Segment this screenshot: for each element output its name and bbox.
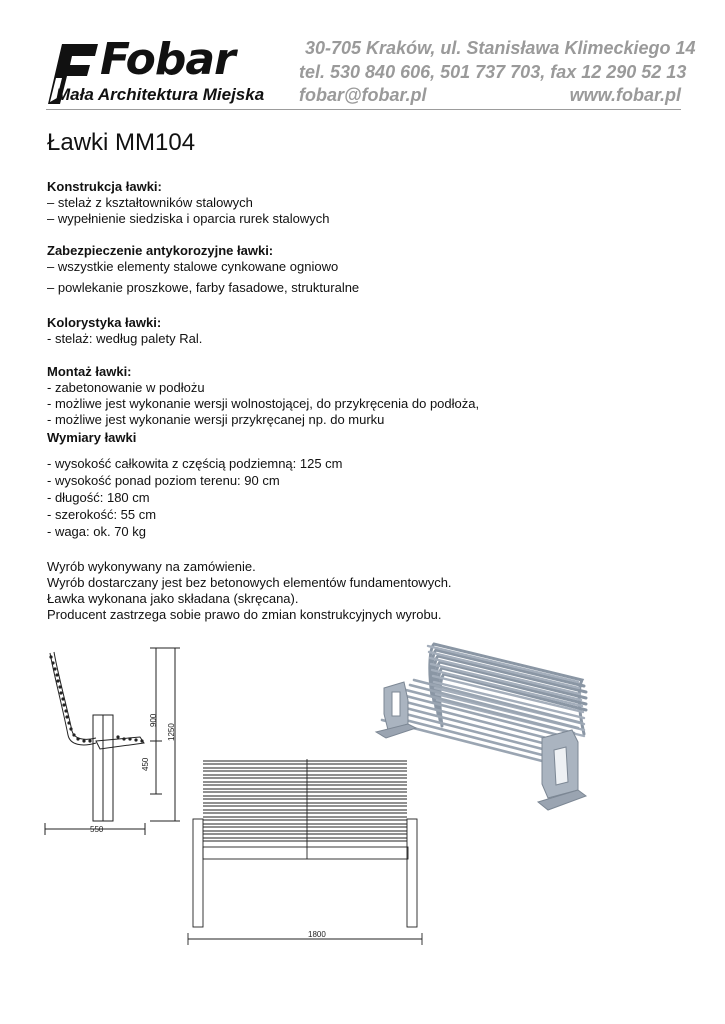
- list-item: - szerokość: 55 cm: [47, 507, 157, 522]
- website-link[interactable]: www.fobar.pl: [569, 85, 681, 105]
- note-line: Producent zastrzega sobie prawo do zmian konstrukcyjnych wyrobu.: [47, 607, 442, 622]
- list-item: - waga: ok. 70 kg: [47, 524, 146, 539]
- list-item: - wysokość całkowita z częścią podziemną: 125 cm: [47, 456, 343, 471]
- side-view-drawing: [40, 645, 195, 845]
- section-heading: Kolorystyka ławki:: [47, 315, 162, 330]
- list-item: – powlekanie proszkowe, farby fasadowe, strukturalne: [47, 280, 360, 295]
- section-construction: [47, 179, 330, 227]
- dimension-length: 1800: [308, 930, 326, 939]
- address: 30-705 Kraków, ul. Stanisława Klimeckiego 14: [305, 38, 696, 58]
- section-colors: [47, 315, 202, 347]
- section-notes: [47, 559, 452, 623]
- dimension-height-total: 1250: [167, 723, 176, 741]
- section-corrosion: [47, 243, 359, 296]
- list-item: – wypełnienie siedziska i oparcia rurek stalowych: [47, 211, 330, 226]
- page-title: Ławki MM104: [47, 129, 196, 156]
- dimension-width: 550: [90, 825, 104, 834]
- list-item: - wysokość ponad poziom terenu: 90 cm: [47, 473, 280, 488]
- email-link[interactable]: fobar@fobar.pl: [299, 85, 427, 105]
- section-heading: Konstrukcja ławki:: [47, 179, 162, 194]
- dimension-height-above: 900: [149, 713, 158, 727]
- list-item: - długość: 180 cm: [47, 490, 150, 505]
- section-mounting: [47, 364, 479, 428]
- note-line: Wyrób dostarczany jest bez betonowych elementów fundamentowych.: [47, 575, 452, 590]
- note-line: Wyrób wykonywany na zamówienie.: [47, 559, 256, 574]
- list-item: - możliwe jest wykonanie wersji wolnostojącej, do przykręcenia do podłoża,: [47, 396, 480, 411]
- list-item: – stelaż z kształtowników stalowych: [47, 195, 253, 210]
- section-heading: Zabezpieczenie antykorozyjne ławki:: [47, 243, 274, 258]
- section-dimensions: [47, 430, 343, 540]
- note-line: Ławka wykonana jako składana (skręcana).: [47, 591, 299, 606]
- section-heading: Wymiary ławki: [47, 430, 137, 445]
- logo-name: Fobar: [100, 34, 235, 85]
- phones: tel. 530 840 606, 501 737 703, fax 12 290 52 13: [299, 62, 687, 82]
- list-item: - zabetonowanie w podłożu: [47, 380, 205, 395]
- header-divider: [46, 109, 681, 110]
- list-item: - stelaż: według palety Ral.: [47, 331, 203, 346]
- dimension-seat-height: 450: [141, 757, 150, 771]
- letterhead: [0, 0, 725, 115]
- list-item: - możliwe jest wykonanie wersji przykręcanej np. do murku: [47, 412, 385, 427]
- list-item: – wszystkie elementy stalowe cynkowane ogniowo: [47, 259, 339, 274]
- section-heading: Montaż ławki:: [47, 364, 132, 379]
- logo-tagline: Mała Architektura Miejska: [56, 85, 265, 104]
- bench-3d-render: [372, 638, 597, 813]
